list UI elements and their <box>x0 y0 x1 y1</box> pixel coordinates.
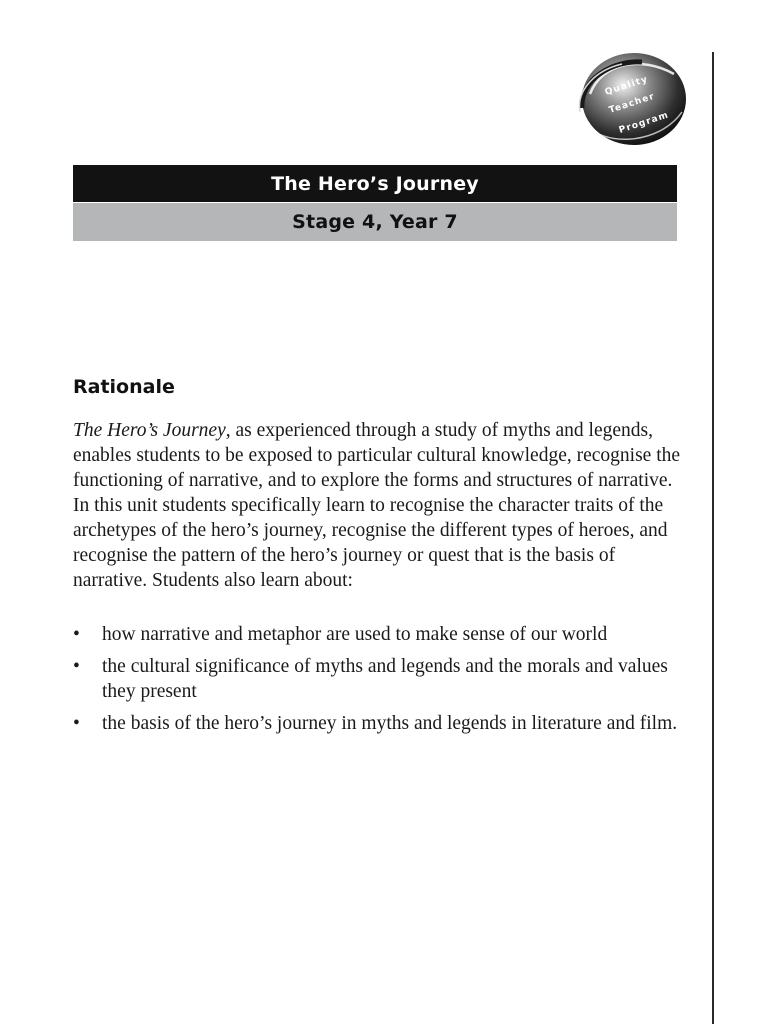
rationale-intro-title: The Hero’s Journey <box>73 420 226 441</box>
list-item <box>73 711 688 736</box>
list-item <box>73 654 688 704</box>
page-subtitle: Stage 4, Year 7 <box>292 211 458 233</box>
right-margin-rule <box>712 52 714 1024</box>
globe-ring-icon <box>572 50 692 150</box>
rationale-bullet-list <box>73 622 688 743</box>
list-item-text: how narrative and metaphor are used to make sense of our world <box>102 624 608 645</box>
page-title: The Hero’s Journey <box>271 172 479 195</box>
logo-word-quality: Quality <box>603 74 650 98</box>
list-item-text: the cultural significance of myths and legends and the morals and values they present <box>102 656 668 702</box>
rationale-heading: Rationale <box>73 376 175 398</box>
subtitle-bar <box>73 203 677 241</box>
logo-word-program: Program <box>617 110 671 136</box>
rationale-intro-text: , as experienced through a study of myths and legends, enables students to be exposed to particular cultural knowledge, recognise the functioning of narrative, and to explore the forms and structures of narrative. In this unit students specifically learn to recognise the character traits of the archetypes of the hero’s journey, recognise the different types of heroes, and recognise the pattern of the hero’s journey or quest that is the basis of narrative. Students also learn about: <box>73 420 681 591</box>
list-item <box>73 622 688 647</box>
bullet-icon: • <box>73 713 80 734</box>
quality-teacher-program-logo <box>572 50 692 150</box>
rationale-paragraph <box>73 418 688 593</box>
title-bar <box>73 165 677 202</box>
bullet-icon: • <box>73 656 80 677</box>
logo-word-teacher: Teacher <box>607 91 657 116</box>
list-item-text: the basis of the hero’s journey in myths and legends in literature and film. <box>102 713 678 734</box>
bullet-icon: • <box>73 624 80 645</box>
